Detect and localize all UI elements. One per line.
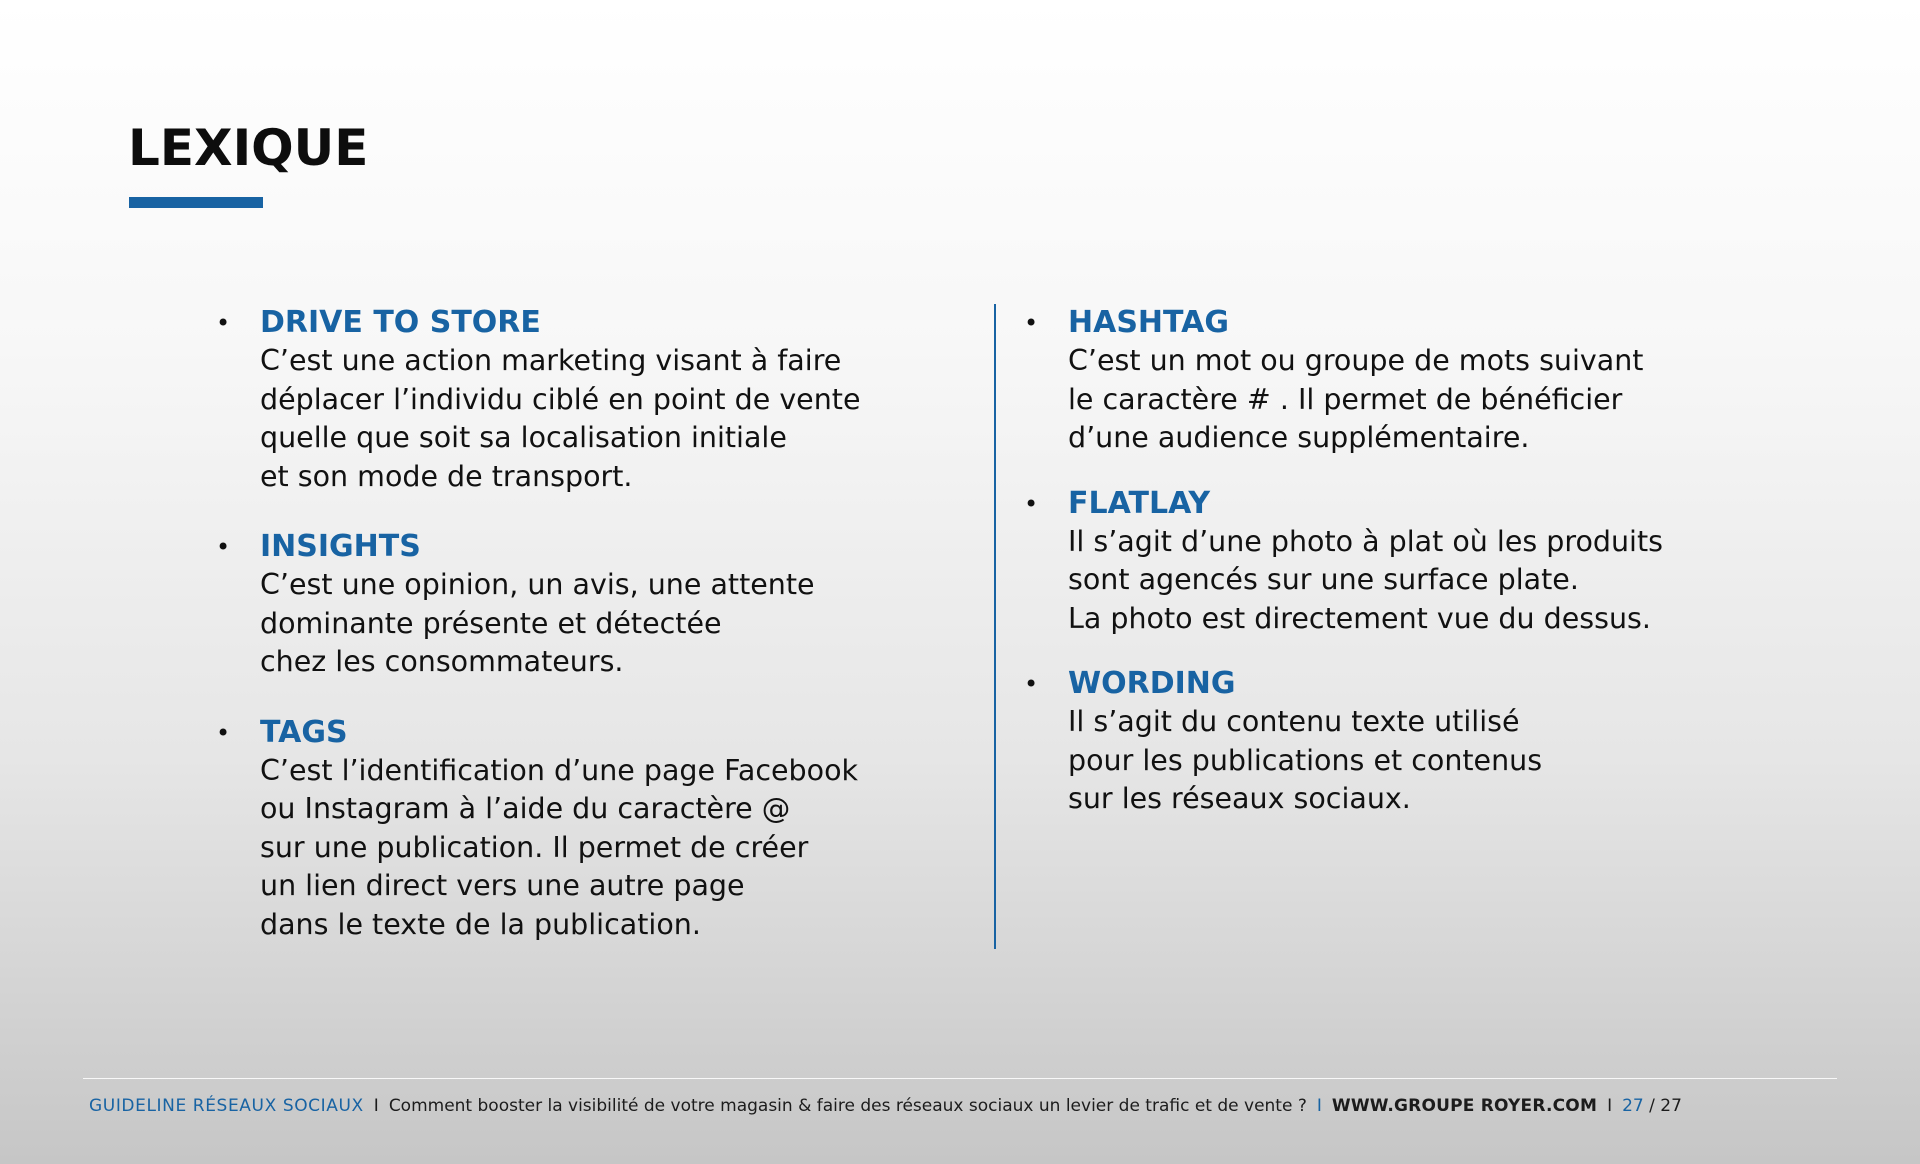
- footer-rule: [83, 1078, 1837, 1079]
- definition-line: un lien direct vers une autre page: [260, 869, 745, 902]
- glossary-definition: [1068, 342, 1784, 458]
- page-number-separator: /: [1643, 1096, 1661, 1116]
- glossary-term: DRIVE TO STORE: [260, 305, 541, 340]
- footer-website: WWW.GROUPE ROYER.COM: [1331, 1096, 1598, 1116]
- definition-line: d’une audience supplémentaire.: [1068, 421, 1530, 454]
- glossary-definition: [260, 566, 976, 682]
- page-number-current: 27: [1622, 1096, 1644, 1116]
- glossary-entry: [1024, 485, 1784, 639]
- bullet-icon: •: [1024, 670, 1039, 698]
- definition-line: C’est un mot ou groupe de mots suivant: [1068, 344, 1644, 377]
- definition-line: Il s’agit du contenu texte utilisé: [1068, 705, 1520, 738]
- title-underline: [129, 197, 263, 208]
- glossary-definition: [260, 342, 976, 496]
- bullet-icon: •: [1024, 489, 1039, 518]
- definition-line: quelle que soit sa localisation initiale: [260, 421, 787, 454]
- definition-line: dominante présente et détectée: [260, 606, 722, 640]
- footer-subtitle: Comment booster la visibilité de votre magasin & faire des réseaux sociaux un levier de trafic et de vente ?: [388, 1096, 1307, 1116]
- definition-line: sur les réseaux sociaux.: [1068, 782, 1411, 815]
- definition-line: déplacer l’individu ciblé en point de vente: [260, 382, 861, 416]
- bullet-icon: •: [1024, 309, 1039, 337]
- glossary-definition: [1068, 703, 1784, 819]
- footer-separator: I: [1607, 1096, 1613, 1116]
- glossary-term: TAGS: [260, 714, 348, 750]
- glossary-entry: [216, 304, 976, 496]
- bullet-icon: •: [216, 533, 231, 561]
- footer-separator: I: [1316, 1096, 1322, 1116]
- definition-line: C’est l’identification d’une page Facebook: [260, 753, 859, 787]
- glossary-definition: [260, 752, 976, 945]
- bullet-icon: •: [216, 309, 231, 337]
- definition-line: dans le texte de la publication.: [260, 907, 701, 941]
- definition-line: C’est une opinion, un avis, une attente: [260, 568, 815, 601]
- glossary-entry: [1024, 665, 1784, 819]
- bullet-icon: •: [216, 718, 231, 747]
- glossary-left-column: [216, 304, 976, 944]
- definition-line: sont agencés sur une surface plate.: [1068, 563, 1579, 596]
- definition-line: ou Instagram à l’aide du caractère @: [260, 792, 791, 825]
- glossary-right-column: [1024, 304, 1784, 819]
- glossary-term: WORDING: [1068, 666, 1236, 701]
- column-divider: [994, 304, 996, 949]
- footer-separator: I: [373, 1096, 379, 1116]
- definition-line: Il s’agit d’une photo à plat où les produits: [1068, 524, 1663, 558]
- glossary-definition: [1068, 523, 1784, 639]
- glossary-entry: [216, 714, 976, 945]
- page-number-total: 27: [1660, 1096, 1682, 1116]
- glossary-term: INSIGHTS: [260, 529, 421, 564]
- definition-line: C’est une action marketing visant à faire: [260, 344, 842, 377]
- footer-guide-title: GUIDELINE RÉSEAUX SOCIAUX: [89, 1096, 364, 1116]
- glossary-entry: [1024, 304, 1784, 458]
- footer: [89, 1094, 1682, 1118]
- definition-line: pour les publications et contenus: [1068, 743, 1543, 777]
- definition-line: chez les consommateurs.: [260, 645, 624, 678]
- glossary-term: HASHTAG: [1068, 305, 1230, 340]
- definition-line: La photo est directement vue du dessus.: [1068, 601, 1651, 635]
- glossary-entry: [216, 528, 976, 682]
- page-title: LEXIQUE: [128, 119, 369, 177]
- definition-line: sur une publication. Il permet de créer: [260, 830, 809, 864]
- definition-line: le caractère # . Il permet de bénéficier: [1068, 382, 1623, 416]
- definition-line: et son mode de transport.: [260, 459, 633, 493]
- glossary-term: FLATLAY: [1068, 485, 1211, 521]
